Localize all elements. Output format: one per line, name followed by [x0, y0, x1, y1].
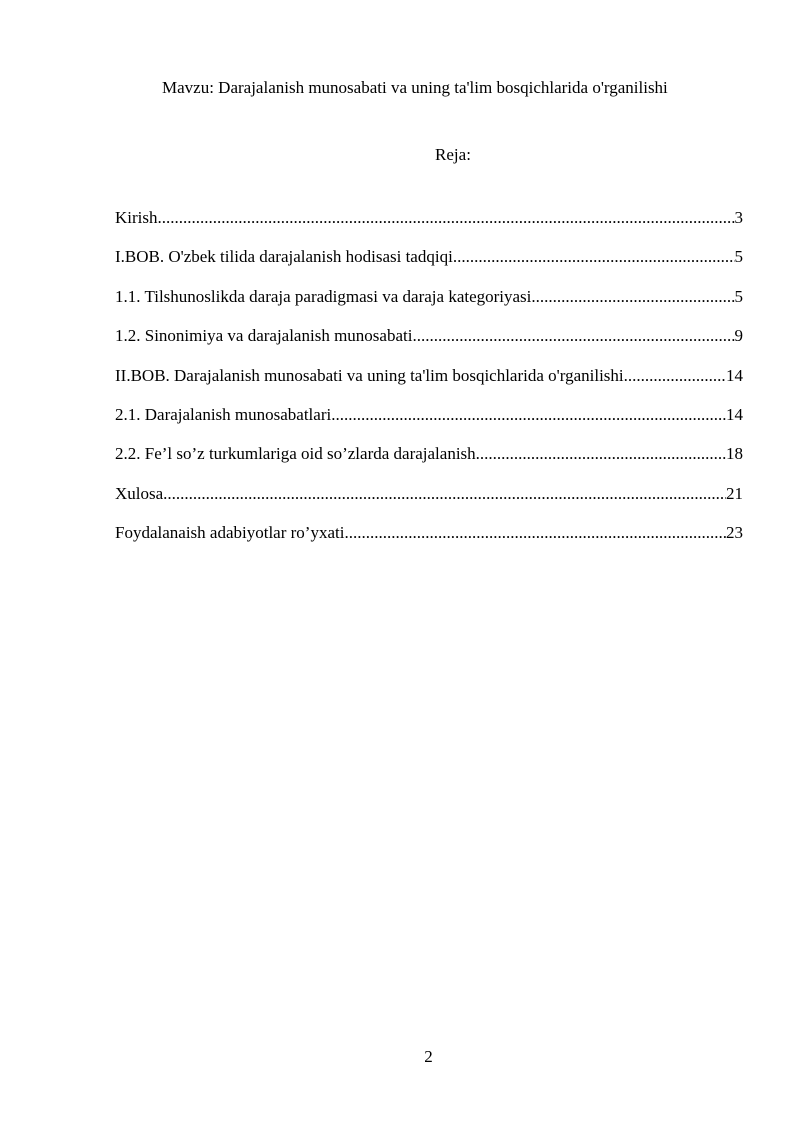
- toc-entry-title: 2.1. Darajalanish munosabatlari: [115, 404, 332, 424]
- toc-entry-title: 2.2. Fe’l so’z turkumlariga oid so’zlarda darajalanish: [115, 444, 476, 464]
- toc-dot-leader: [531, 286, 734, 308]
- toc-entry-introduction[interactable]: [115, 207, 743, 229]
- toc-dot-leader: [331, 404, 726, 426]
- toc-entry-page: 14: [726, 404, 743, 424]
- toc-entry-page: 5: [734, 286, 743, 306]
- toc-entry-section-1-2[interactable]: [115, 325, 743, 347]
- table-of-contents: [115, 207, 743, 562]
- toc-entry-section-1-1[interactable]: [115, 286, 743, 308]
- toc-entry-section-2-2[interactable]: [115, 443, 743, 465]
- toc-entry-title: Kirish: [115, 208, 158, 227]
- toc-entry-conclusion[interactable]: [115, 483, 743, 505]
- toc-entry-page: 9: [734, 326, 743, 346]
- toc-dot-leader: [163, 483, 726, 505]
- toc-dot-leader: [412, 325, 734, 347]
- toc-entry-page: 23: [726, 523, 743, 543]
- toc-entry-references[interactable]: [115, 522, 743, 544]
- toc-dot-leader: [158, 207, 735, 229]
- toc-dot-leader: [624, 365, 726, 387]
- page-number: 2: [424, 1047, 433, 1066]
- toc-entry-page: 5: [734, 247, 743, 267]
- document-topic: Mavzu: Darajalanish munosabati va uning ta'lim bosqichlarida o'rganilishi: [162, 78, 668, 97]
- toc-entry-page: 3: [734, 208, 743, 227]
- toc-dot-leader: [453, 246, 735, 268]
- toc-entry-title: II.BOB. Darajalanish munosabati va uning ta'lim bosqichlarida o'rganilishi: [115, 365, 624, 385]
- toc-entry-page: 21: [726, 483, 743, 503]
- plan-heading: Reja:: [435, 145, 471, 164]
- toc-entry-title: 1.1. Tilshunoslikda daraja paradigmasi va daraja kategoriyasi: [115, 286, 532, 306]
- toc-entry-section-2-1[interactable]: [115, 404, 743, 426]
- toc-entry-page: 18: [726, 444, 743, 464]
- toc-entry-page: 14: [726, 365, 743, 385]
- toc-entry-title: Xulosa: [115, 483, 164, 503]
- toc-entry-chapter-1[interactable]: [115, 246, 743, 268]
- toc-entry-title: I.BOB. O'zbek tilida darajalanish hodisasi tadqiqi: [115, 247, 453, 267]
- toc-dot-leader: [476, 443, 726, 465]
- toc-entry-chapter-2[interactable]: [115, 365, 743, 387]
- toc-entry-title: 1.2. Sinonimiya va darajalanish munosabati: [115, 326, 413, 346]
- toc-entry-title: Foydalanaish adabiyotlar ro’yxati: [115, 523, 345, 543]
- toc-dot-leader: [344, 522, 726, 544]
